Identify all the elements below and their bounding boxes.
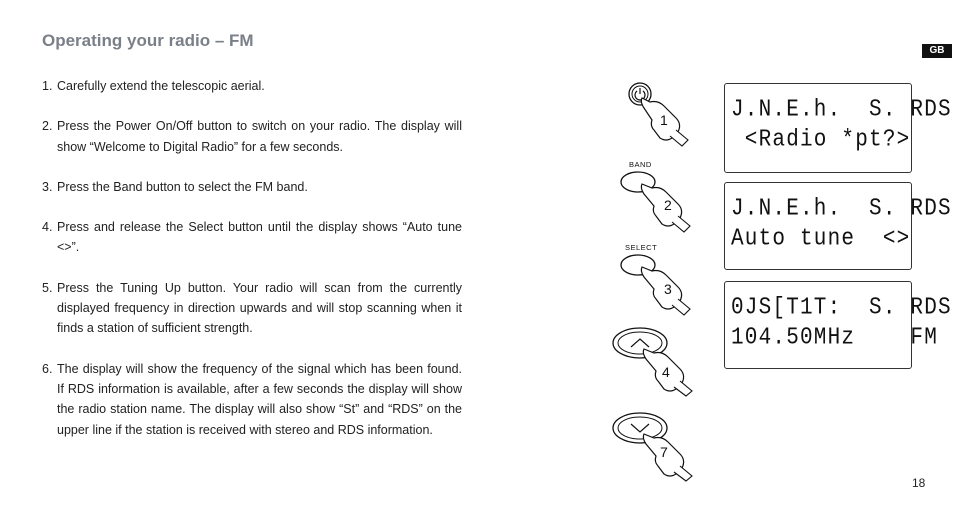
step-text: Carefully extend the telescopic aerial. bbox=[57, 79, 265, 93]
band-label: BAND bbox=[629, 160, 652, 169]
step-number: 2. bbox=[42, 119, 53, 134]
step-item bbox=[42, 177, 462, 197]
step-item bbox=[42, 76, 462, 96]
step-number: 5. bbox=[42, 280, 53, 295]
lcd-line-2: Auto tune <> bbox=[731, 226, 911, 253]
lcd-display bbox=[724, 182, 952, 270]
tuning-down-button-illustration bbox=[610, 410, 702, 482]
lcd-line-1: J.N.E.h. S. RDS bbox=[731, 196, 952, 223]
step-marker: 2 bbox=[664, 197, 672, 213]
language-badge: GB bbox=[922, 44, 952, 58]
lcd-line-2: 104.50MHz FM bbox=[731, 325, 939, 352]
step-text: Press the Power On/Off button to switch on your radio. The display will show “Welcome to Digital Radio” for a few seconds. bbox=[57, 119, 462, 154]
page-title: Operating your radio – FM bbox=[42, 31, 254, 50]
step-text: Press the Band button to select the FM band. bbox=[57, 179, 308, 194]
lcd-line-1: 0JS[T1T: S. RDS bbox=[731, 295, 952, 322]
step-number: 6. bbox=[42, 361, 53, 376]
step-number: 1. bbox=[42, 79, 53, 93]
step-text: The display will show the frequency of the signal which has been found. If RDS information is available, after a few seconds the display will show the radio station name. The display will also show “St” and “RDS” on the upper line if the station is received with stereo and RDS information. bbox=[57, 361, 462, 437]
lcd-line-2: <Radio *pt?> bbox=[731, 127, 911, 154]
step-number: 4. bbox=[42, 220, 53, 235]
step-item bbox=[42, 359, 462, 440]
lcd-line-1: J.N.E.h. S. RDS bbox=[731, 97, 952, 124]
step-number: 3. bbox=[42, 179, 53, 194]
select-label: SELECT bbox=[625, 243, 658, 252]
step-text: Press and release the Select button until the display shows “Auto tune <>”. bbox=[57, 220, 462, 255]
lcd-display bbox=[724, 281, 952, 369]
step-marker: 4 bbox=[662, 364, 670, 380]
step-text: Press the Tuning Up button. Your radio will scan from the currently displayed frequency in direction upwards and will stop scanning when it finds a station of sufficient strength. bbox=[57, 280, 462, 336]
band-button-illustration bbox=[618, 168, 702, 238]
tuning-up-button-illustration bbox=[610, 325, 702, 397]
lcd-display bbox=[724, 83, 952, 173]
step-item bbox=[42, 217, 462, 258]
step-marker: 7 bbox=[660, 444, 668, 460]
step-item bbox=[42, 278, 462, 339]
step-marker: 1 bbox=[660, 112, 668, 128]
select-button-illustration bbox=[618, 251, 702, 321]
step-marker: 3 bbox=[664, 281, 672, 297]
page-number: 18 bbox=[912, 476, 926, 490]
steps-list bbox=[42, 76, 462, 460]
step-item bbox=[42, 116, 462, 157]
